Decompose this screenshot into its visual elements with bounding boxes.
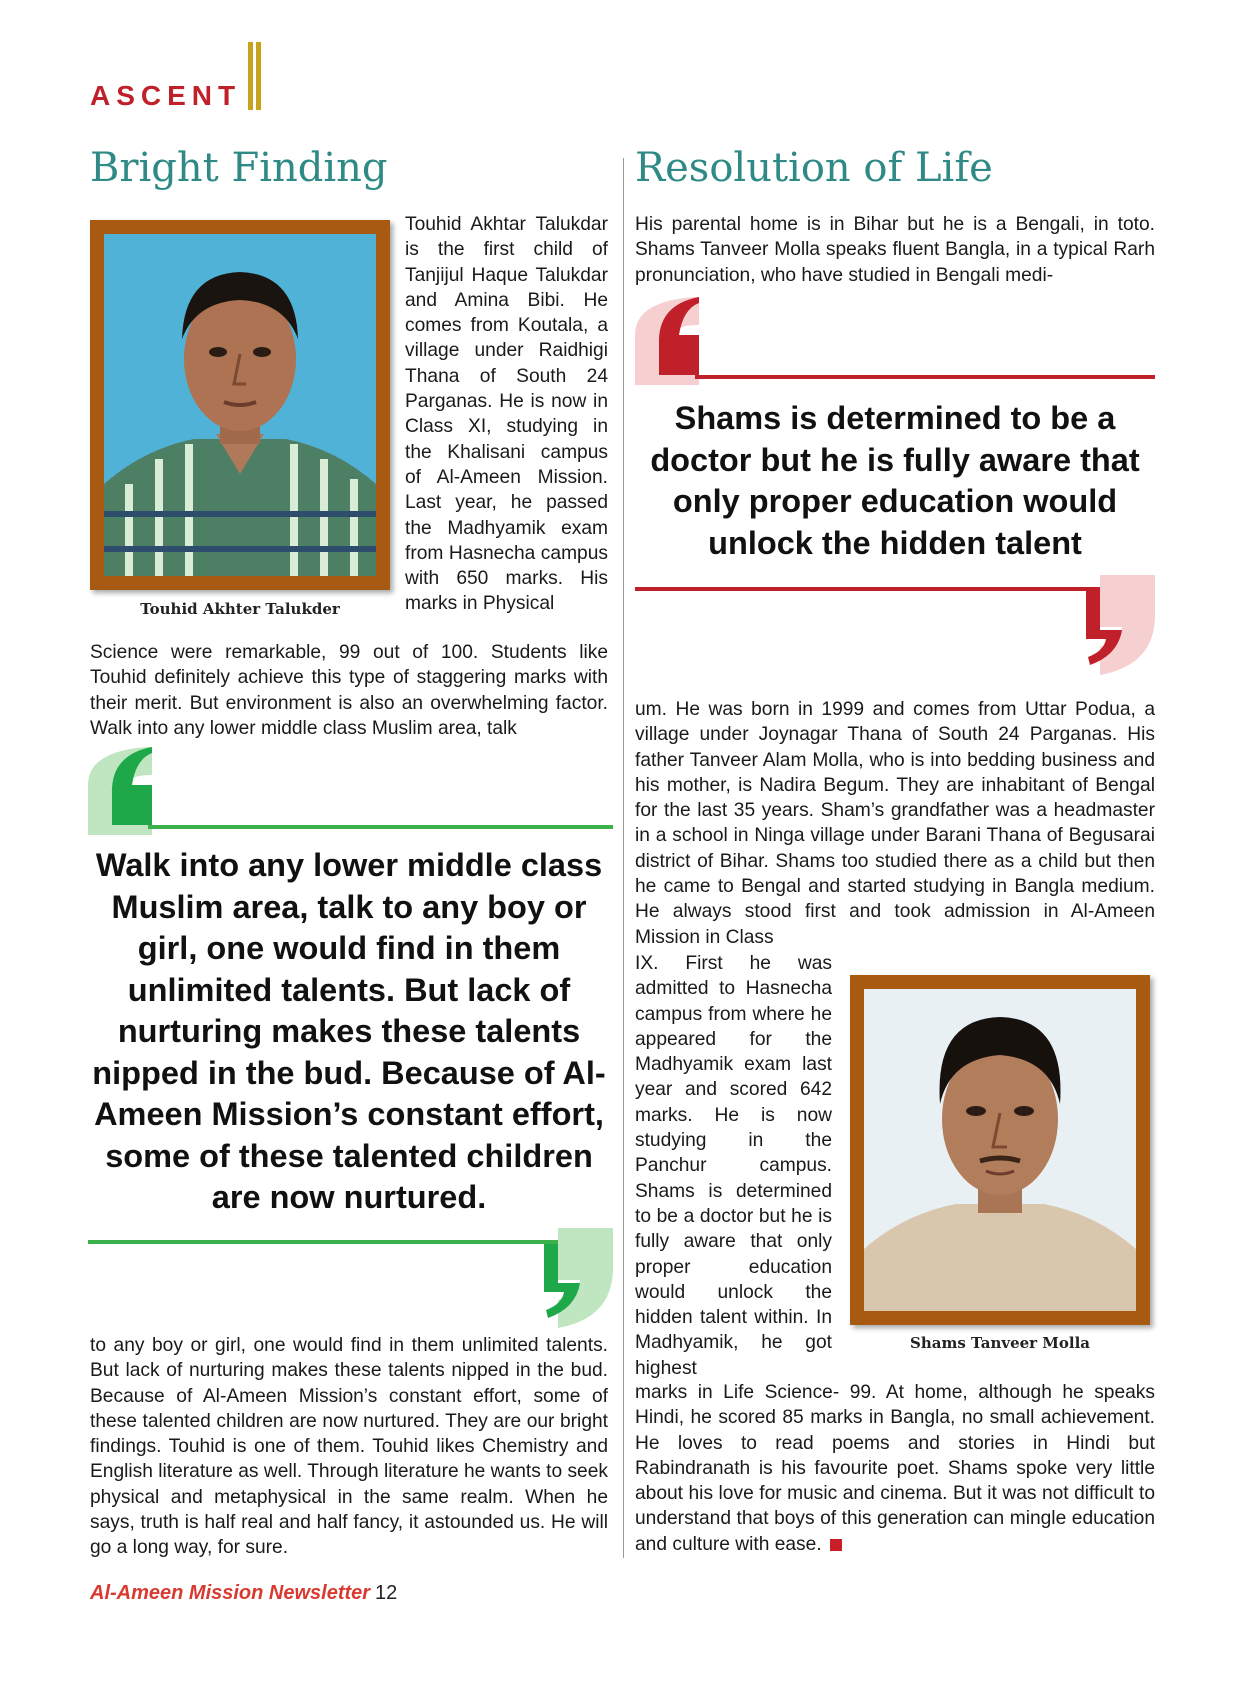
right-quote-open-mark [635, 295, 1155, 385]
right-article-title: Resolution of Life [635, 145, 993, 191]
left-body-after-quote: to any boy or girl, one would find in them unlimited talents. But lack of nurturing makes these talents nipped in the bud. Because of Al-Ameen Mission’s constant effort, some of these talented children are now nurtured. They are our bright findings. Touhid is one of them. Touhid likes Chemistry and English literature as well. Through literature he wants to seek physical and metaphysical in the same realm. When he says, truth is half real and half fancy, it astounded us. He will go a long way, for sure. [90, 1335, 608, 1559]
footer-publication: Al-Ameen Mission Newsletter [90, 1582, 371, 1604]
left-photo [104, 234, 376, 576]
right-body-middle: um. He was born in 1999 and comes from Uttar Podua, a village under Joynagar Thana of South 24 Parganas. His father Tanveer Alam Molla, who is into bedding business and his mother, is Nadira Begum. They are inhabitant of Bengal for the last 35 years. Sham’s grandfather was a headmaster in a school in Ninga village under Barani Thana of Begusarai district of Bihar. Shams too studied there as a child but then he came to Bengal and started studying in Bangla medium. He always stood first and took admission in Al-Ameen Mission in Class [635, 699, 1155, 948]
column-divider [623, 158, 624, 1558]
page-number: 12 [375, 1582, 398, 1604]
right-photo [864, 989, 1136, 1311]
section-label: ASCENT [90, 80, 242, 111]
right-body-ending [635, 1380, 1155, 1557]
right-body-beside-photo: IX. First he was admitted to Hasnecha campus from where he appeared for the Madhyamik exam last year and scored 642 marks. He is now studying in the Panchur campus. Shams is determined to be a doctor but he is fully aware that only proper education would unlock the hidden talent within. In Madhyamik, he got highest [635, 953, 832, 1379]
left-article-title: Bright Finding [90, 145, 388, 191]
article-end-mark [830, 1539, 842, 1551]
left-quote-open-mark [88, 745, 613, 835]
right-pull-quote: Shams is determined to be a doctor but he is fully aware that only proper education would unlock the hidden talent [650, 400, 1140, 561]
left-body-beside-photo: Touhid Akhtar Talukdar is the first child of Tanjijul Haque Talukdar and Amina Bibi. He comes from Koutala, a village under Raidhigi Thana of South 24 Parganas. He is now in Class XI, studying in the Khalisani campus of Al-Ameen Mission. Last year, he passed the Madhyamik exam from Hasnecha campus with 650 marks. His marks in Physical [405, 214, 608, 615]
right-quote-close-mark [635, 575, 1155, 675]
right-photo-caption: Shams Tanveer Molla [910, 1334, 1090, 1352]
left-photo-caption: Touhid Akhter Talukder [140, 600, 340, 618]
right-body-ending-text: marks in Life Science- 99. At home, although he speaks Hindi, he scored 85 marks in Bangla, no small achievement. He loves to read poems and stories in Hindi but Rabindranath is his favourite poet. Shams spoke very little about his love for music and cinema. But it was not difficult to understand that boys of this generation can mingle education and culture with ease. [635, 1382, 1155, 1555]
left-quote-close-mark [88, 1228, 613, 1328]
right-body-intro: His parental home is in Bihar but he is a Bengali, in toto. Shams Tanveer Molla speaks fluent Bangla, in a typical Rarh pronunciation, who have studied in Bengali medi- [635, 214, 1155, 286]
section-label-bars [248, 42, 262, 110]
left-pull-quote: Walk into any lower middle class Muslim area, talk to any boy or girl, one would find in them unlimited talents. But lack of nurturing makes these talents nipped in the bud. Because of Al-Ameen Mission’s constant effort, some of these talented children are now nurtured. [92, 847, 606, 1215]
left-body-after-photo: Science were remarkable, 99 out of 100. Students like Touhid definitely achieve this type of staggering marks with their merit. But environment is also an overwhelming factor. Walk into any lower middle class Muslim area, talk [90, 642, 608, 739]
left-photo-frame [90, 220, 390, 590]
right-photo-frame [850, 975, 1150, 1325]
